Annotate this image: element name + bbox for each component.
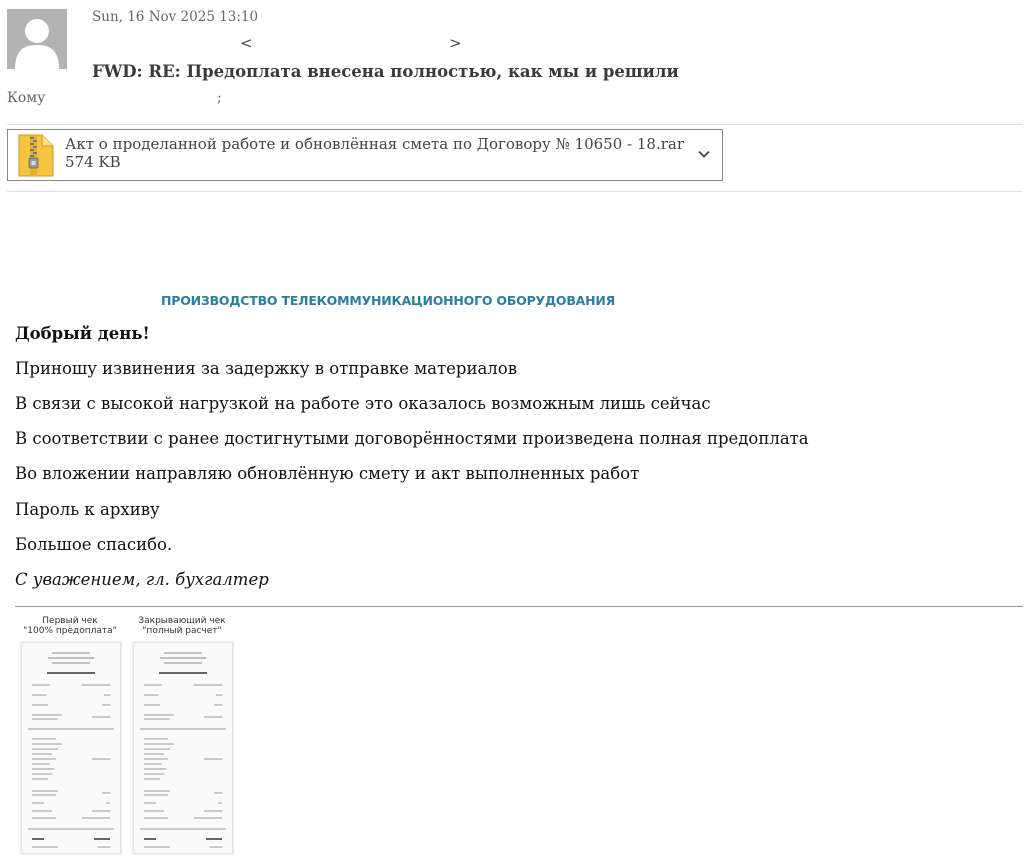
body-paragraph: Приношу извинения за задержку в отправке материалов <box>15 359 517 378</box>
email-date: Sun, 16 Nov 2025 13:10 <box>92 9 259 25</box>
email-subject: FWD: RE: Предоплата внесена полностью, как мы и решили <box>92 62 679 81</box>
chevron-down-icon[interactable] <box>697 147 711 161</box>
receipt-image-final[interactable] <box>133 616 231 850</box>
receipt-caption-line1: Закрывающий чек <box>138 616 226 626</box>
body-paragraph: В связи с высокой нагрузкой на работе это оказалось возможным лишь сейчас <box>15 394 711 413</box>
receipt-caption-line2: "100% предоплата" <box>23 626 117 636</box>
attachment-card[interactable] <box>7 129 723 181</box>
sender-avatar <box>7 9 67 69</box>
body-paragraph: Пароль к архиву <box>15 500 160 519</box>
sender-close-bracket: > <box>449 34 462 52</box>
receipt-lines-graphic <box>134 643 232 853</box>
body-paragraph: Во вложении направляю обновлённую смету и акт выполненных работ <box>15 464 640 483</box>
receipt-caption-line2: "полный расчет" <box>142 626 222 636</box>
person-icon <box>7 9 67 69</box>
attachment-filename[interactable]: Акт о проделанной работе и обновлённая смета по Договору № 10650 - 18.rar <box>65 135 684 153</box>
company-banner: ПРОИЗВОДСТВО ТЕЛЕКОММУНИКАЦИОННОГО ОБОРУДОВАНИЯ <box>161 293 616 308</box>
zip-archive-icon <box>18 134 54 177</box>
signature-divider <box>15 606 1023 607</box>
sender-address[interactable] <box>92 34 462 54</box>
receipt-caption-line1: Первый чек <box>42 616 98 626</box>
attachment-divider <box>7 191 1023 192</box>
body-paragraph: В соответствии с ранее достигнутыми договорённостями произведена полная предоплата <box>15 429 809 448</box>
receipt-lines-graphic <box>22 643 120 853</box>
attachment-size: 574 KB <box>65 153 121 171</box>
to-label: Кому <box>7 90 46 106</box>
signature: С уважением, гл. бухгалтер <box>15 570 269 589</box>
recipient-separator: ; <box>217 90 222 106</box>
receipt-image-prepayment[interactable] <box>21 616 119 850</box>
receipt-paper <box>133 642 233 854</box>
recipient-line <box>7 90 307 110</box>
body-paragraph: Большое спасибо. <box>15 535 173 554</box>
sender-open-bracket: < <box>240 34 253 52</box>
header-divider <box>7 124 1023 125</box>
greeting: Добрый день! <box>15 324 150 343</box>
receipt-paper <box>21 642 121 854</box>
